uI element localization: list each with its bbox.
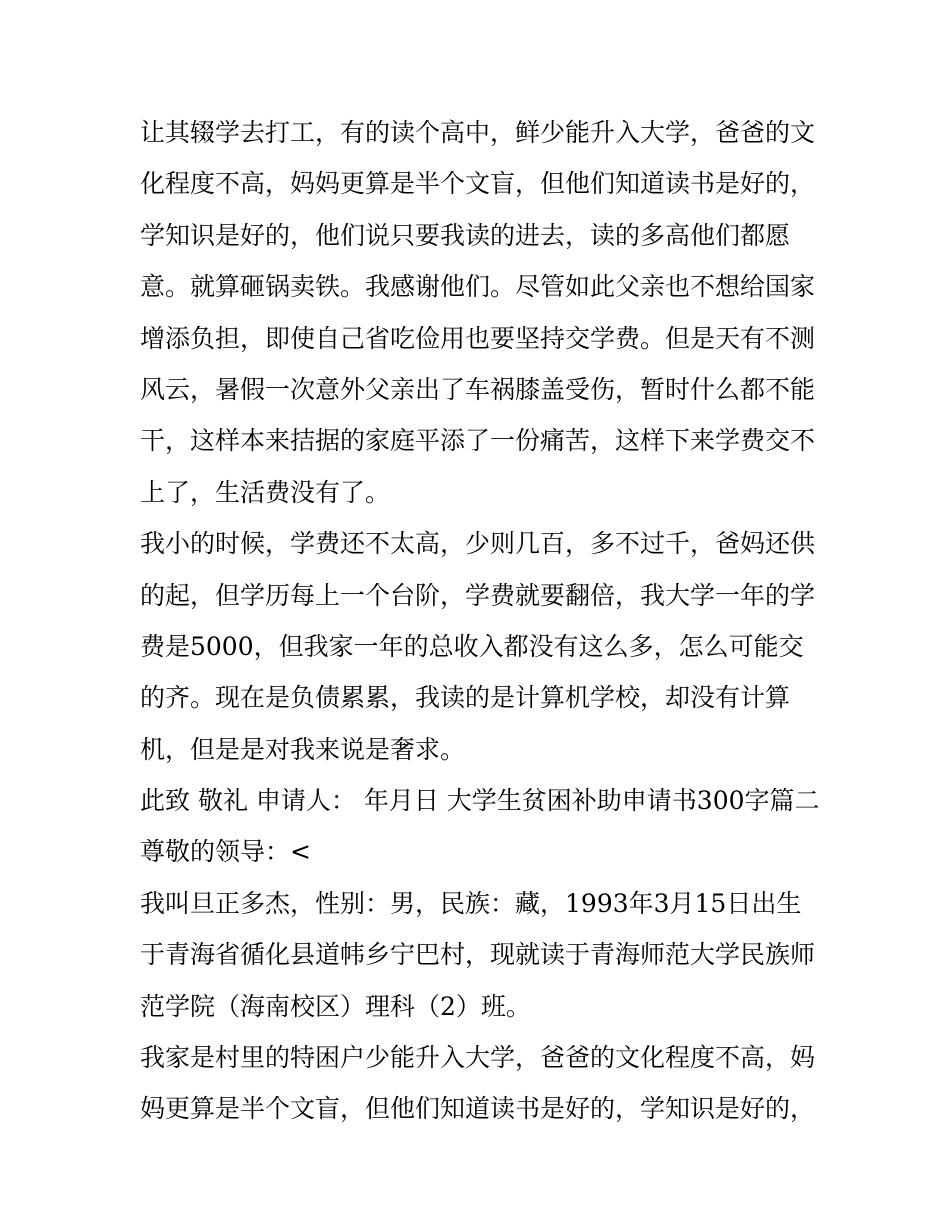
text-line: 我叫旦正多杰，性别：男，民族：藏，1993年3月15日出生 [140, 888, 802, 918]
text-line: 风云，暑假一次意外父亲出了车祸膝盖受伤，暂时什么都不能 [140, 374, 816, 404]
text-line: 干，这样本来拮据的家庭平添了一份痛苦，这样下来学费交不 [140, 426, 816, 456]
text-line: 费是5000，但我家一年的总收入都没有这么多，怎么可能交 [140, 631, 804, 661]
text-line: 的齐。现在是负债累累，我读的是计算机学校，却没有计算 [140, 683, 791, 713]
text-line: 上了，生活费没有了。 [140, 477, 391, 507]
text-line: 此致 敬礼 申请人： 年月日 大学生贫困补助申请书300字篇二 [140, 786, 820, 816]
text-line: 增添负担，即使自己省吃俭用也要坚持交学费。但是天有不测 [140, 323, 816, 353]
text-line: 于青海省循化县道帏乡宁巴村，现就读于青海师范大学民族师 [140, 940, 816, 970]
text-line: 机，但是是对我来说是奢求。 [140, 734, 466, 764]
text-line: 的起，但学历每上一个台阶，学费就要翻倍，我大学一年的学 [140, 580, 816, 610]
text-line: 学知识是好的，他们说只要我读的进去，读的多高他们都愿 [140, 220, 791, 250]
text-line: 意。就算砸锅卖铁。我感谢他们。尽管如此父亲也不想给国家 [140, 272, 816, 302]
text-line: 妈更算是半个文盲，但他们知道读书是好的，学知识是好的， [140, 1094, 816, 1124]
text-line: 我小的时候，学费还不太高，少则几百，多不过千，爸妈还供 [140, 529, 816, 559]
text-line: 让其辍学去打工，有的读个高中，鲜少能升入大学，爸爸的文 [140, 118, 816, 147]
document-body [140, 107, 820, 1135]
text-line: 尊敬的领导：< [140, 837, 311, 867]
text-line: 化程度不高，妈妈更算是半个文盲，但他们知道读书是好的， [140, 169, 816, 199]
text-line: 我家是村里的特困户少能升入大学，爸爸的文化程度不高，妈 [140, 1043, 816, 1073]
text-line: 范学院（海南校区）理科（2）班。 [140, 991, 531, 1021]
